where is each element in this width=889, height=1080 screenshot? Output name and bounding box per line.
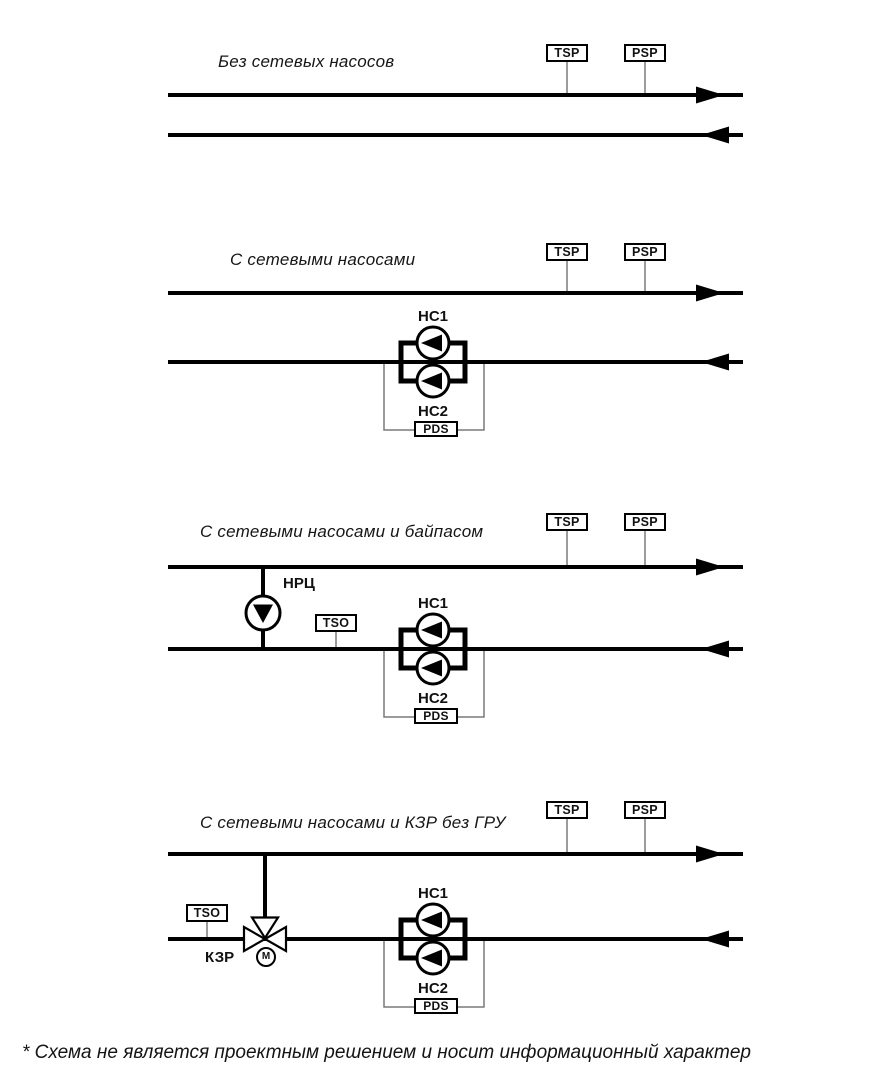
tsp-sensor-tag: TSP [546,44,588,62]
pump-2-label: НС2 [417,690,449,707]
section-1-title: Без сетевых насосов [218,52,395,71]
tsp-sensor-tag: TSP [546,513,588,531]
pump-2-label: НС2 [417,403,449,420]
bypass-pump-label: НРЦ [283,575,315,592]
section-3-title: С сетевыми насосами и байпасом [200,522,484,541]
section-3-pipes [168,530,743,717]
disclaimer-note: * Схема не является проектным решением и носит информационный характер [22,1042,751,1063]
flow-arrow-right-icon [696,285,724,302]
tsp-sensor-tag: TSP [546,243,588,261]
section-4-pipes [168,818,743,1007]
flow-arrow-left-icon [701,127,729,144]
tsp-sensor-tag: TSP [546,801,588,819]
pds-sensor-tag: PDS [414,421,458,437]
flow-arrow-left-icon [701,931,729,948]
flow-arrow-left-icon [701,354,729,371]
pump-2-label: НС2 [417,980,449,997]
flow-arrow-left-icon [701,641,729,658]
flow-arrow-right-icon [696,87,724,104]
pds-sensor-tag: PDS [414,998,458,1014]
pds-sensor-tag: PDS [414,708,458,724]
valve-motor-icon: М [256,947,276,967]
section-1-pipes [168,61,743,144]
section-2-pipes [168,260,743,430]
pump-1-label: НС1 [417,885,449,902]
flow-arrow-right-icon [696,559,724,576]
pump-1-label: НС1 [417,308,449,325]
psp-sensor-tag: PSP [624,513,666,531]
pump-1-label: НС1 [417,595,449,612]
tso-sensor-tag: TSO [315,614,357,632]
psp-sensor-tag: PSP [624,44,666,62]
psp-sensor-tag: PSP [624,243,666,261]
flow-arrow-right-icon [696,846,724,863]
section-2-title: С сетевыми насосами [230,250,416,269]
control-valve-label: КЗР [205,949,235,966]
tso-sensor-tag: TSO [186,904,228,922]
psp-sensor-tag: PSP [624,801,666,819]
section-4-title: С сетевыми насосами и КЗР без ГРУ [200,813,506,832]
